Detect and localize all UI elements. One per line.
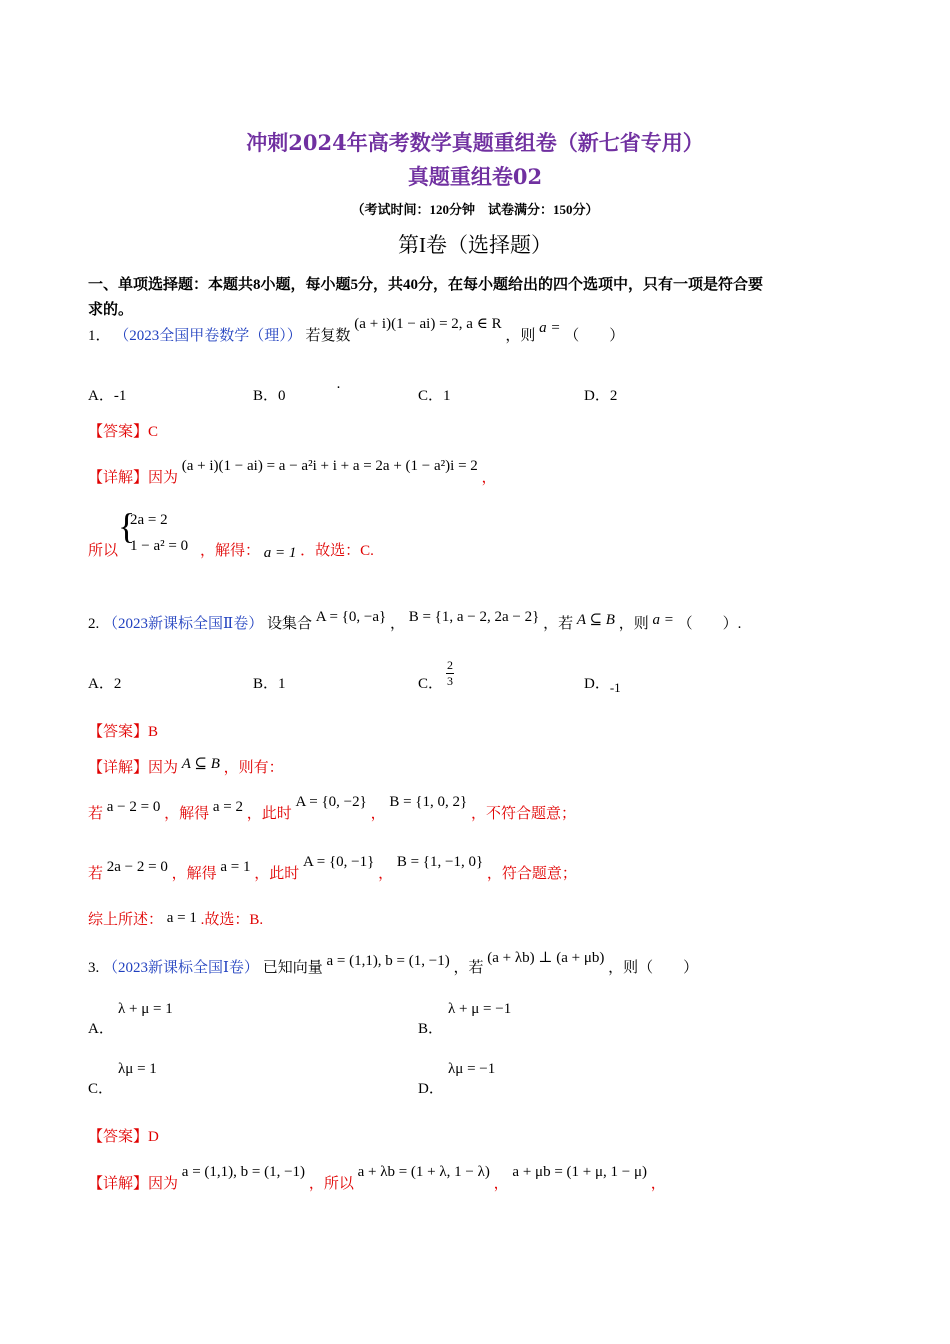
system-conclusion: ，解得： a = 1 ．故选：C. (200, 543, 374, 561)
question-number: 3. (88, 960, 100, 976)
question-source: （2023新课标全国Ⅰ卷） (103, 960, 259, 976)
answer-tag: 【答案】 (88, 424, 149, 440)
option-d-formula: λμ = −1 (448, 1061, 496, 1077)
option-a: A．-1 (88, 388, 127, 404)
option-a: A．2 (88, 676, 122, 692)
detail-line: 【详解】因为 (a + i)(1 − ai) = a − a²i + i + a = 2a + (1 − a²)i = 2 ， (88, 458, 497, 486)
set-b: B = {1, a − 2, 2a − 2} (408, 609, 540, 625)
detail-line: 【详解】因为 a = (1,1), b = (1, −1) ，所以 a + λb = (1 + λ, 1 − λ) ， a + μb = (1 + μ, 1 − μ) ， (88, 1164, 666, 1192)
left-brace: { (118, 506, 136, 546)
case-1: 若 a − 2 = 0 ，解得 a = 2 ，此时 A = {0, −2} ， B = {1, 0, 2} ，不符合题意； (88, 794, 576, 822)
exam-note: （考试时间：120分钟 试卷满分：150分） (351, 202, 599, 217)
detail-tag: 【详解】 (88, 760, 149, 776)
question-formula: (a + i)(1 − ai) = 2, a ∈ R (354, 316, 502, 332)
detail-tag: 【详解】 (88, 1176, 149, 1192)
option-b: B．1 (253, 676, 286, 692)
answer-tag: 【答案】 (88, 724, 149, 740)
option-b-formula: λ + μ = −1 (448, 1001, 512, 1017)
question-source: （2023全国甲卷数学（理）） (114, 328, 302, 344)
system-label: 所以 (88, 543, 119, 559)
option-d: D．2 (584, 388, 618, 404)
question-stem: （ ） (564, 328, 625, 344)
set-a: A = {0, −a} (315, 609, 387, 625)
option-d: D．-1 (584, 676, 621, 695)
answer-value: B (148, 724, 159, 740)
option-c: C．1 (418, 388, 451, 404)
option-a: A． (88, 1021, 114, 1037)
case-2: 若 2a − 2 = 0 ，解得 a = 1 ，此时 A = {0, −1} ， B = {1, −1, 0} ，符合题意； (88, 854, 577, 882)
question-stem: 设集合 (266, 616, 312, 632)
option-b: B．0 (253, 388, 286, 404)
detail-tag: 【详解】 (88, 470, 149, 486)
option-c: C． (418, 676, 444, 692)
section-title: 第I卷（选择题） (398, 233, 552, 257)
question-2: 2. （2023新课标全国Ⅱ卷） 设集合 A = {0, −a} ， B = {1, a − 2, 2a − 2} ，若 A ⊆ B ，则 a = （ ）. (88, 609, 742, 632)
answer-line (88, 1125, 159, 1146)
question-formula: a = (539, 320, 561, 336)
answer-line (88, 420, 158, 441)
answer-value: D (148, 1129, 159, 1145)
option-b: B． (418, 1021, 444, 1037)
question-source: （2023新课标全国Ⅱ卷） (103, 616, 264, 632)
question-stem: 已知向量 (262, 960, 323, 976)
option-c-fraction: $\frac{2}{3}$ (447, 658, 453, 688)
option-a-formula: λ + μ = 1 (118, 1001, 173, 1017)
instructions-line1: 一、单项选择题：本题共8小题，每小题5分，共40分，在每小题给出的四个选项中，只有一项是符合要 (88, 277, 764, 293)
answer-tag: 【答案】 (88, 1129, 149, 1145)
paper-title: 冲刺2024年高考数学真题重组卷（新七省专用） (246, 130, 704, 155)
instructions-line2: 求的。 (88, 302, 134, 318)
question-stem: 若复数 (305, 328, 351, 344)
option-c-formula: λμ = 1 (118, 1061, 157, 1077)
question-number: 2. (88, 616, 100, 632)
summary: 综上所述： a = 1 .故选：B. (88, 910, 264, 928)
question-stem: ，则 (505, 328, 536, 344)
stray-dot: · (336, 380, 341, 396)
option-c: C． (88, 1081, 114, 1097)
system-equation-2: 1 − a² = 0 (130, 538, 189, 554)
answer-value: C (148, 424, 159, 440)
system-equation-1: 2a = 2 (130, 512, 168, 528)
answer-line (88, 720, 158, 741)
detail-formula: (a + i)(1 − ai) = a − a²i + i + a = 2a + (1 − a²)i = 2 (181, 458, 478, 474)
option-d: D． (418, 1081, 444, 1097)
question-1 (88, 316, 625, 345)
detail-line: 【详解】因为 A ⊆ B ，则有： (88, 756, 284, 776)
question-number: 1． (88, 328, 111, 344)
question-3: 3. （2023新课标全国Ⅰ卷） 已知向量 a = (1,1), b = (1, −1) ，若 (a + λb) ⊥ (a + μb) ，则（ ） (88, 950, 699, 976)
paper-subtitle: 真题重组卷02 (407, 164, 543, 189)
